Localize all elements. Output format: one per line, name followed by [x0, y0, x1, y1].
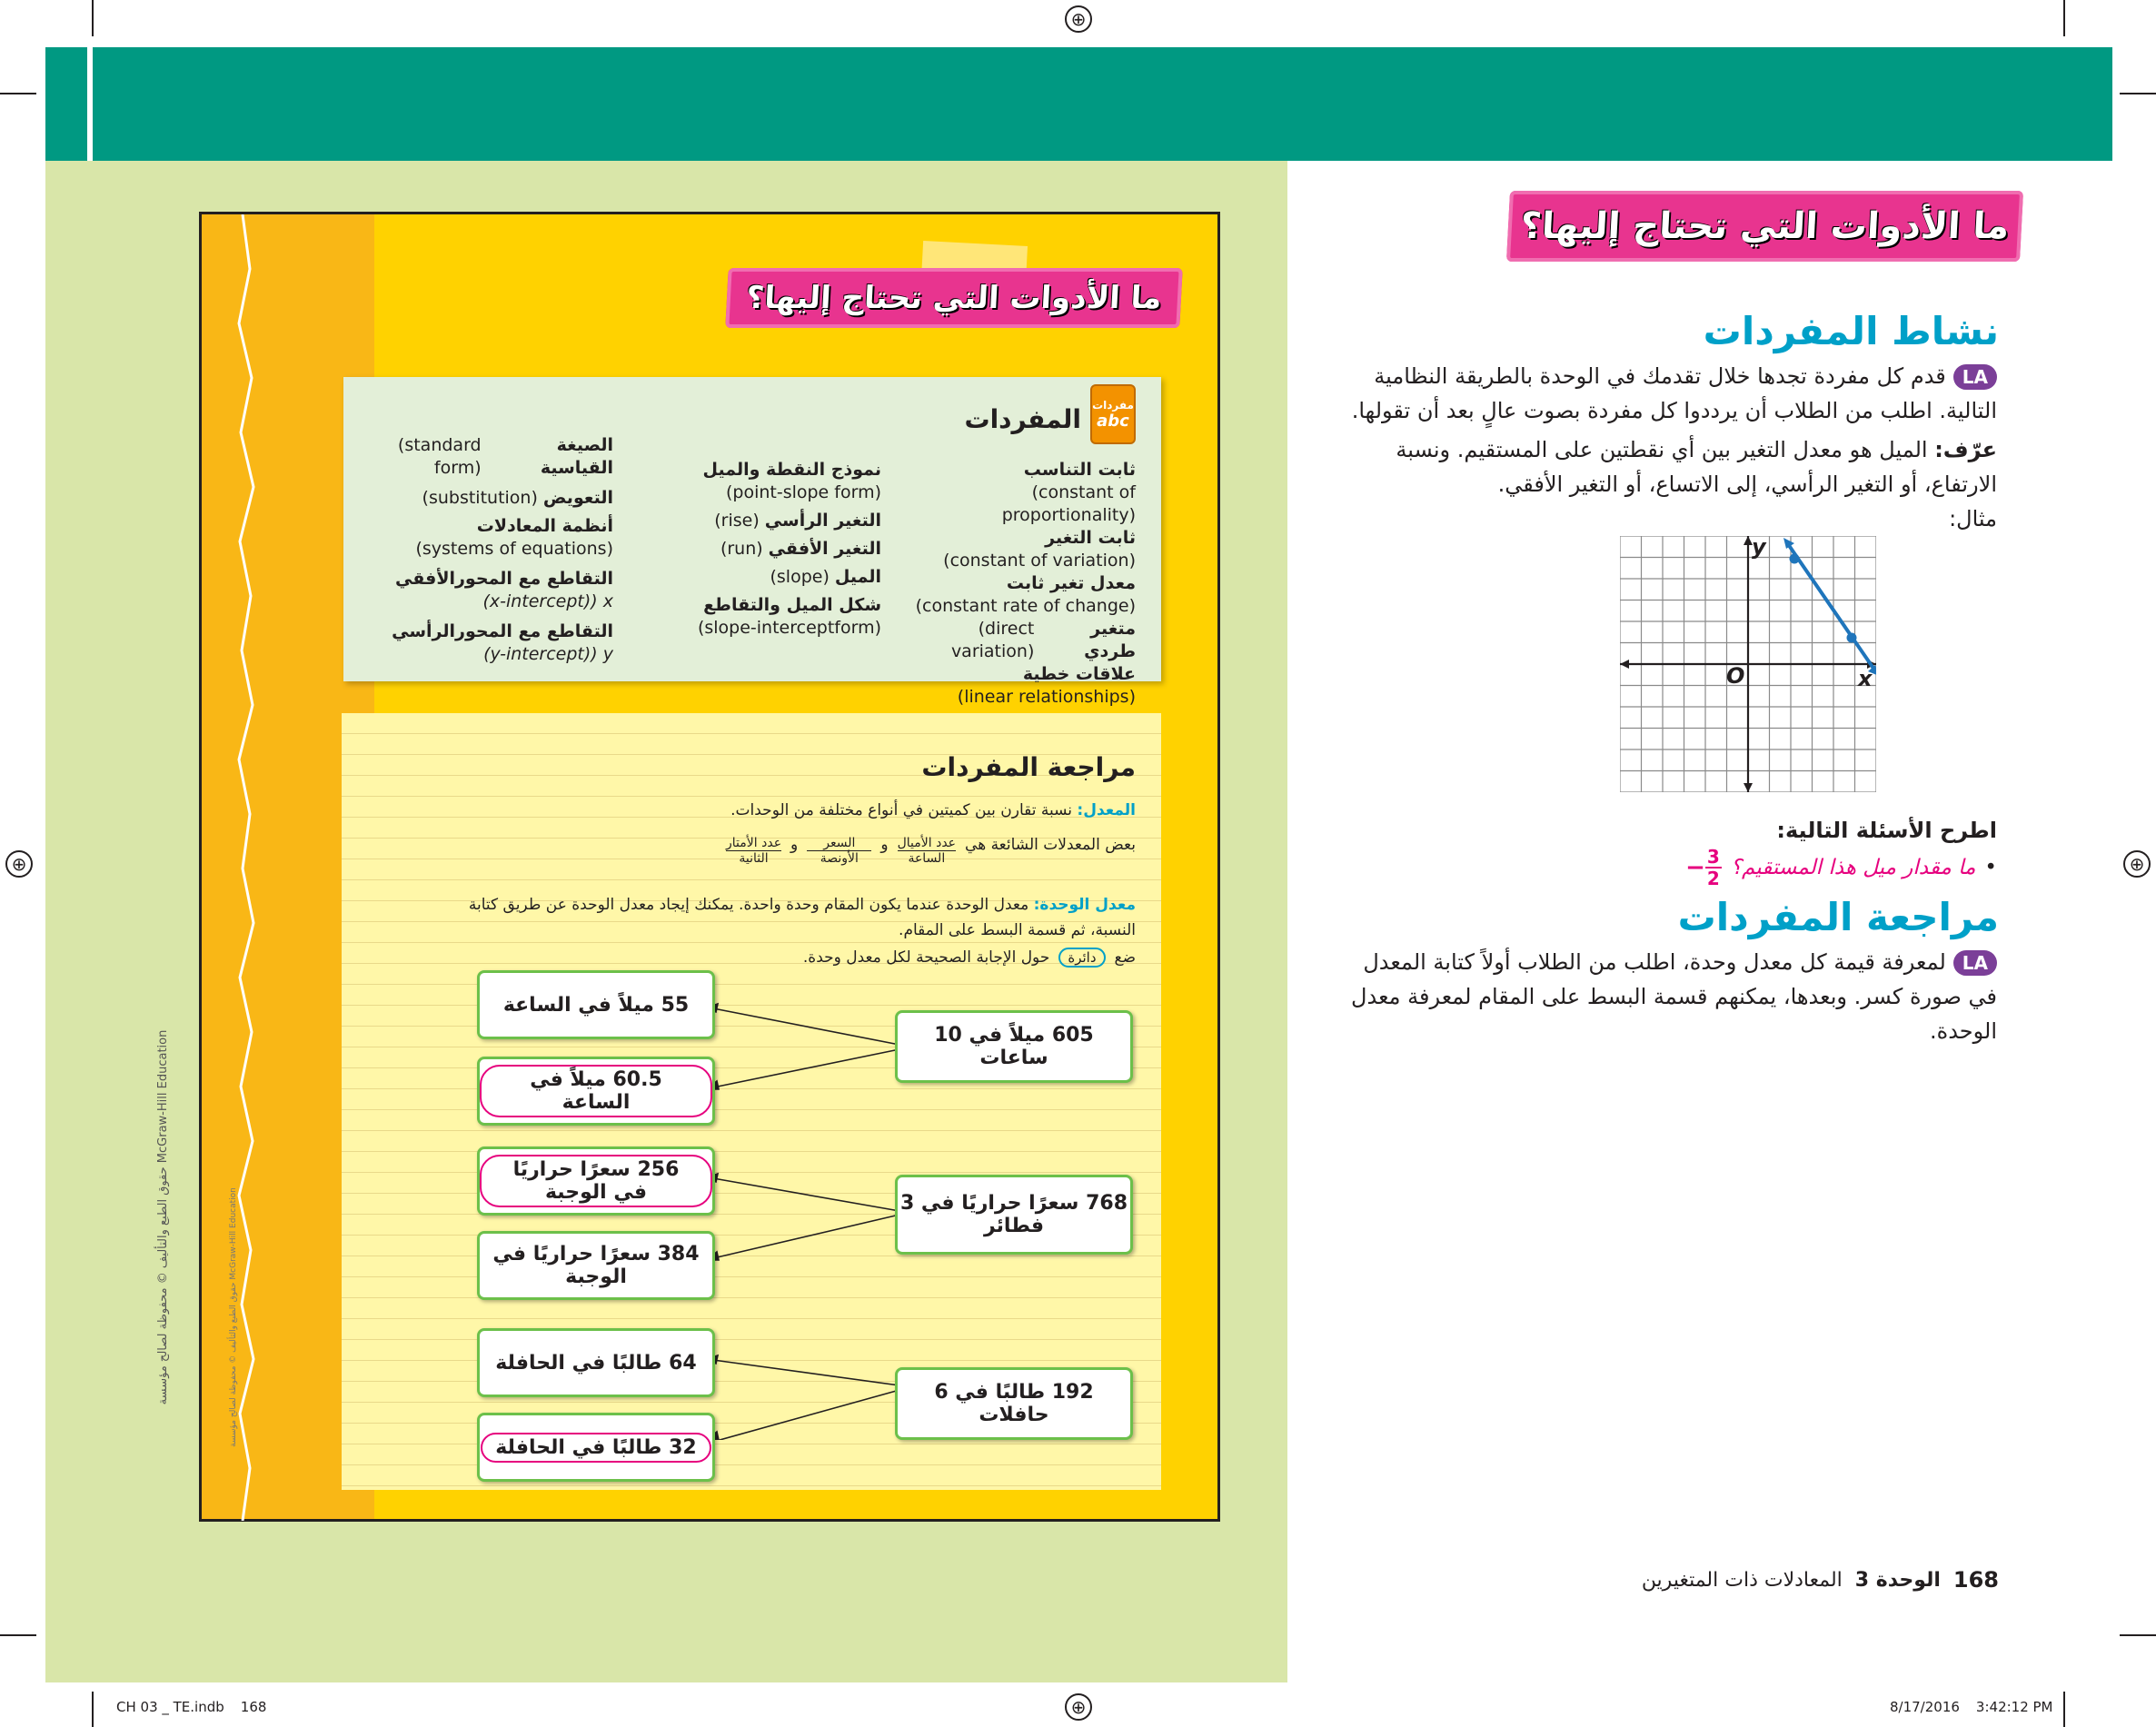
- instruction-line: ضع دائرة حول الإجابة الصحيحة لكل معدل وحدة.: [802, 948, 1136, 967]
- slug-date: 8/17/2016 3:42:12 PM: [1890, 1699, 2053, 1715]
- registration-mark: ⊕: [2123, 850, 2151, 878]
- unit-rate-definition: معدل الوحدة: معدل الوحدة عندما يكون المقام وحدة واحدة. يمكنك إيجاد معدل الوحدة عن طريق كتابة النسبة، ثم قسمة البسط على المقام.: [468, 896, 1136, 939]
- page-banner: ما الأدوات التي تحتاج إليها؟: [1506, 191, 2023, 262]
- vocab-icon: مفردات abc: [1090, 384, 1136, 444]
- crop-mark: [2120, 1634, 2156, 1636]
- registration-mark: ⊕: [1065, 5, 1092, 33]
- registration-mark: ⊕: [5, 850, 33, 878]
- example-label: مثال:: [1949, 506, 1997, 531]
- la-badge: LA: [1953, 950, 1997, 976]
- option-card-correct[interactable]: 256 سعرًا حراريًا في الوجبة: [477, 1146, 715, 1216]
- slope-graph: [1620, 536, 1876, 792]
- rate-definition: المعدل: نسبة تقارن بين كميتين في أنواع مختلفة من الوحدات.: [730, 801, 1136, 819]
- common-rates: بعض المعدلات الشائعة هي عدد الأميال الساعة و السعر الأونصة و عدد الأمتار الثانية: [726, 836, 1136, 866]
- define-text: عرّف: الميل هو معدل التغير بين أي نقطتين على المستقيم. ونسبة الارتفاع، أو التغير الرأسي، إلى الاتساع، أو التغير الأفقي.: [1396, 437, 1997, 497]
- graph-y-label: y: [1752, 534, 1766, 560]
- student-banner: ما الأدوات التي تحتاج إليها؟: [725, 268, 1182, 328]
- vocab-col-mid: نموذج النقطة والميل (point-slope form) التغير الرأسي (rise) التغير الأفقي (run) الميل (slope) شكل الميل والتقاطع (slope-interceptform): [697, 460, 881, 638]
- matching-arrows: [700, 986, 909, 1440]
- vocab-title: المفردات: [964, 404, 1081, 434]
- crop-mark: [0, 1634, 36, 1636]
- option-card[interactable]: 55 ميلاً في الساعة: [477, 970, 715, 1039]
- vocab-review-title: مراجعة المفردات: [1677, 895, 1999, 939]
- crop-mark: [2063, 1692, 2065, 1727]
- review-title: مراجعة المفردات: [921, 752, 1136, 782]
- crop-mark: [92, 1692, 94, 1727]
- question-line: • ما مقدار ميل هذا المستقيم؟ − $\frac{3}{2}$: [1685, 846, 1997, 889]
- crop-mark: [0, 93, 36, 94]
- vocab-activity-title: نشاط المفردات: [1703, 309, 1999, 353]
- vocab-col-right: ثابت التناسب (constant of proportionality) ثابت التغير (constant of variation) معدل تغير ثابت (constant rate of change) متغير طردي (direct variation) علاقات خطية (linear relationships): [915, 460, 1136, 707]
- header-bar: [45, 47, 2112, 161]
- option-card[interactable]: 384 سعرًا حراريًا في الوجبة: [477, 1231, 715, 1300]
- la-badge: LA: [1953, 364, 1997, 390]
- option-card-correct[interactable]: 32 طالبًا في الحافلة: [477, 1413, 715, 1482]
- graph-x-label: x: [1858, 666, 1873, 691]
- prompt-card: 768 سعرًا حراريًا في 3 فطائر: [895, 1175, 1133, 1255]
- prompt-card: 605 ميلاً في 10 ساعات: [895, 1010, 1133, 1083]
- vocab-col-left: الصيغة القياسية (standard form) التعويض (substitution) أنظمة المعادلات (systems of equations) التقاطع مع المحورالأفقي (x-intercept)) x التقاطع مع المحورالرأسي (y-intercept)) y: [392, 435, 613, 664]
- option-card[interactable]: 64 طالبًا في الحافلة: [477, 1328, 715, 1397]
- prompt-card: 192 طالبًا في 6 حافلات: [895, 1367, 1133, 1440]
- crop-mark: [2063, 0, 2065, 36]
- option-card-correct[interactable]: 60.5 ميلاً في الساعة: [477, 1057, 715, 1126]
- page-number: 168: [1952, 1567, 1999, 1593]
- crop-mark: [92, 0, 94, 36]
- page-footer: 168 الوحدة 3 المعادلات ذات المتغيرين: [1641, 1567, 1999, 1593]
- vocab-review-text: LAلمعرفة قيمة كل معدل وحدة، اطلب من الطلاب أولاً كتابة المعدل في صورة كسر. وبعدها، يمكنهم قسمة البسط على المقام لمعرفة معدل الوحدة.: [1351, 949, 1997, 1044]
- registration-mark: ⊕: [1065, 1693, 1092, 1721]
- crop-mark: [2120, 93, 2156, 94]
- ask-label: اطرح الأسئلة التالية:: [1776, 818, 1997, 843]
- graph-origin-label: O: [1726, 663, 1745, 689]
- slug-file: CH 03 _ TE.indb 168: [116, 1699, 267, 1715]
- vocab-activity-intro: LAقدم كل مفردة تجدها خلال تقدمك في الوحدة بالطريقة النظامية التالية. اطلب من الطلاب أن يرددوا كل مفردة بصوت عالٍ بعد أن تقولها.: [1351, 363, 1997, 423]
